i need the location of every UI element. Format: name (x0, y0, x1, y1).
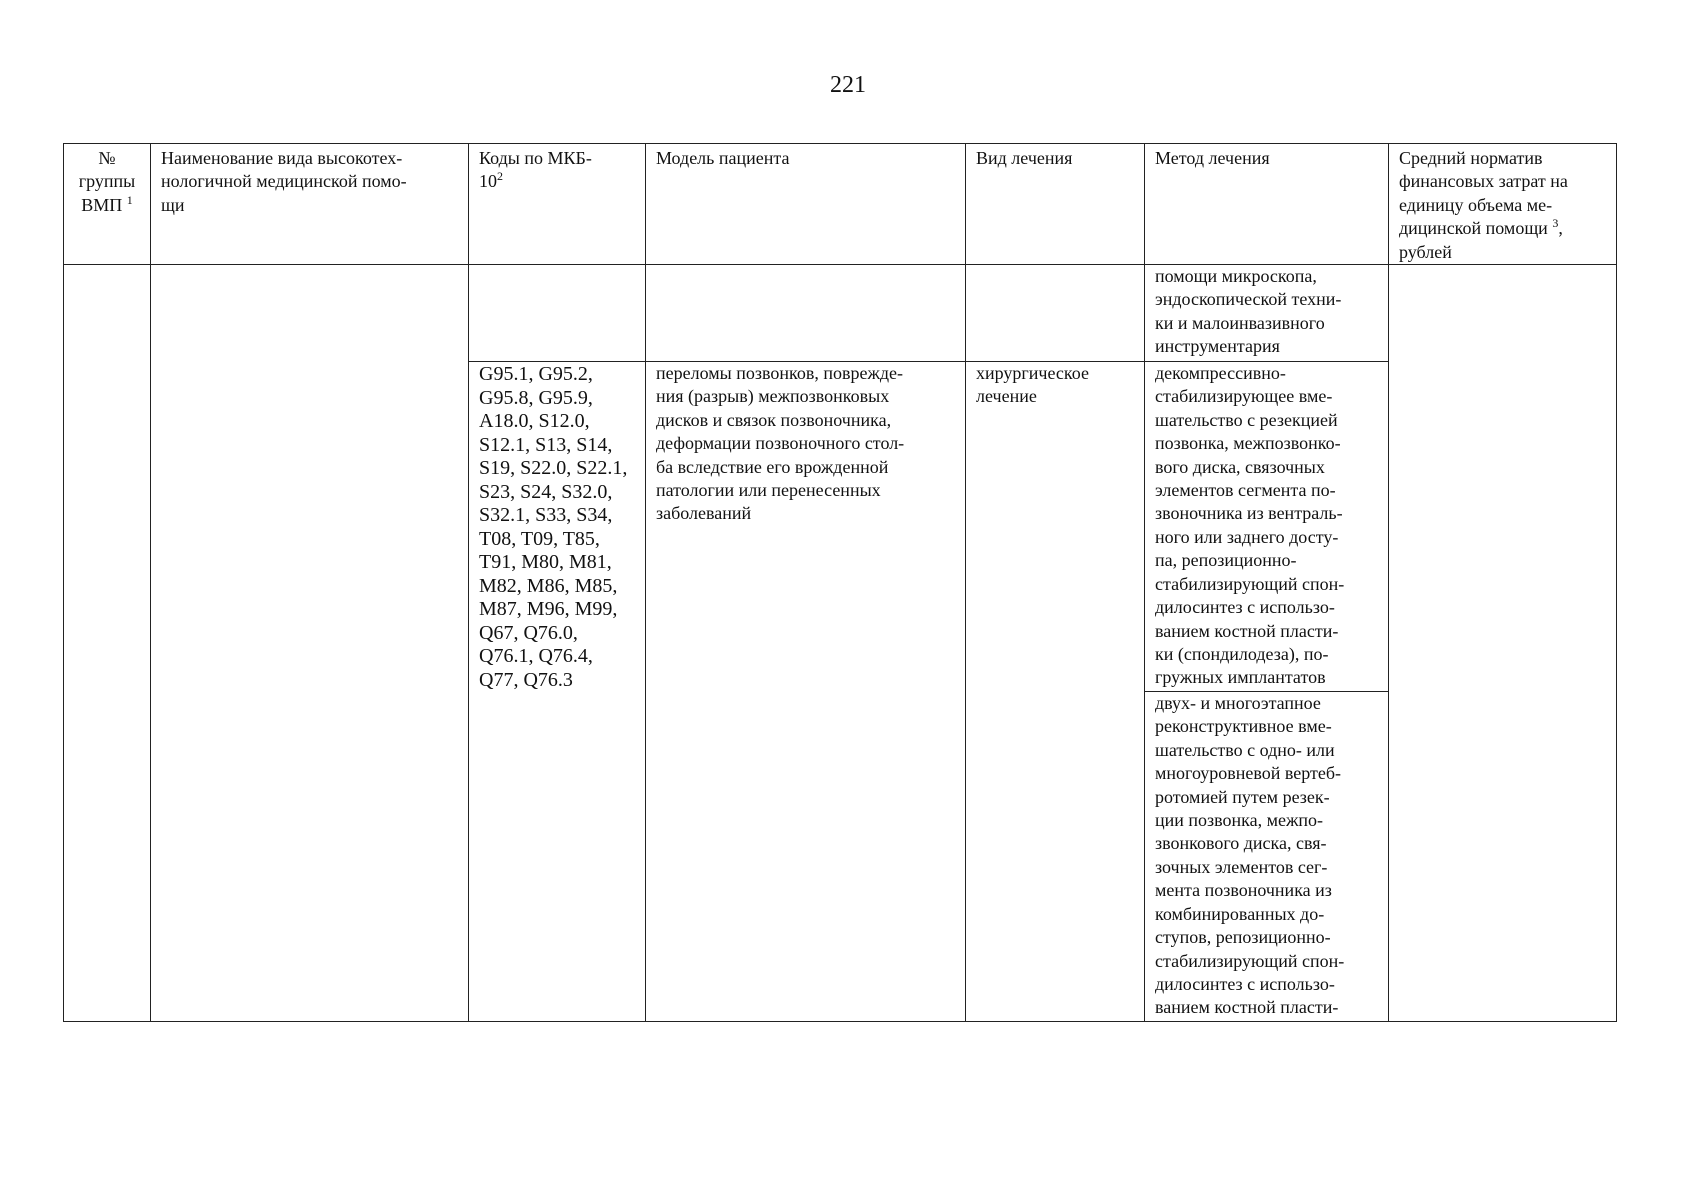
treatment-type-cell: хирургическое лечение (966, 362, 1145, 1022)
vmp-table (63, 143, 1617, 1022)
icd-codes-cell: G95.1, G95.2, G95.8, G95.9, A18.0, S12.0, S12.1, S13, S14, S19, S22.0, S22.1, S23, S24, S32.0, S32.1, S33, S34, T08, T09, T85, T91, M80, M81, M82, M86, M85, M87, M96, M99, Q67, Q76.0, Q76.1, Q76.4, Q77, Q76.3 (469, 362, 646, 1022)
avg-cost-cell (1389, 265, 1617, 1022)
header-care-type-name: Наименование вида высокотех- нологичной медицинской помо- щи (151, 144, 469, 265)
care-type-name-cell (151, 265, 469, 1022)
table-row (64, 265, 1617, 362)
header-row (64, 144, 1617, 265)
header-treatment-type: Вид лечения (966, 144, 1145, 265)
treatment-type-cell-empty (966, 265, 1145, 362)
method-continued-cell: помощи микроскопа, эндоскопической техни- ки и малоинвазивного инструментария (1145, 265, 1389, 362)
header-treatment-method: Метод лечения (1145, 144, 1389, 265)
header-icd-codes: Коды по МКБ- $10^2$ (469, 144, 646, 265)
patient-model-cell-empty (646, 265, 966, 362)
codes-cell-empty (469, 265, 646, 362)
header-avg-cost: Средний норматив финансовых затрат на единицу объема ме- дицинской помощи $^3$, рублей (1389, 144, 1617, 265)
patient-model-cell: переломы позвонков, поврежде- ния (разрыв) межпозвонковых дисков и связок позвоночника, деформации позвоночного стол- ба вследствие его врожденной патологии или перенесенных заболеваний (646, 362, 966, 1022)
method-cell-1: декомпрессивно- стабилизирующее вме- шательство с резекцией позвонка, межпозвонко- вого диска, связочных элементов сегмента по- звоночника из вентраль- ного или заднего досту- па, репозиционно- стабилизирующий спон- дилосинтез с использо- ванием костной пласти- ки (спондилодеза), по- гружных имплантатов (1145, 362, 1389, 692)
group-no-cell (64, 265, 151, 1022)
method-cell-2: двух- и многоэтапное реконструктивное вме- шательство с одно- или многоуровневой вертеб- ротомией путем резек- ции позвонка, межпо- звонкового диска, свя- зочных элементов сег- мента позвоночника из комбинированных до- ступов, репозиционно- стабилизирующий спон- дилосинтез с использо- ванием костной пласти- (1145, 692, 1389, 1022)
header-patient-model: Модель пациента (646, 144, 966, 265)
header-group-no: № группы ВМП $^1$ (64, 144, 151, 265)
page-number: 221 (830, 72, 866, 98)
